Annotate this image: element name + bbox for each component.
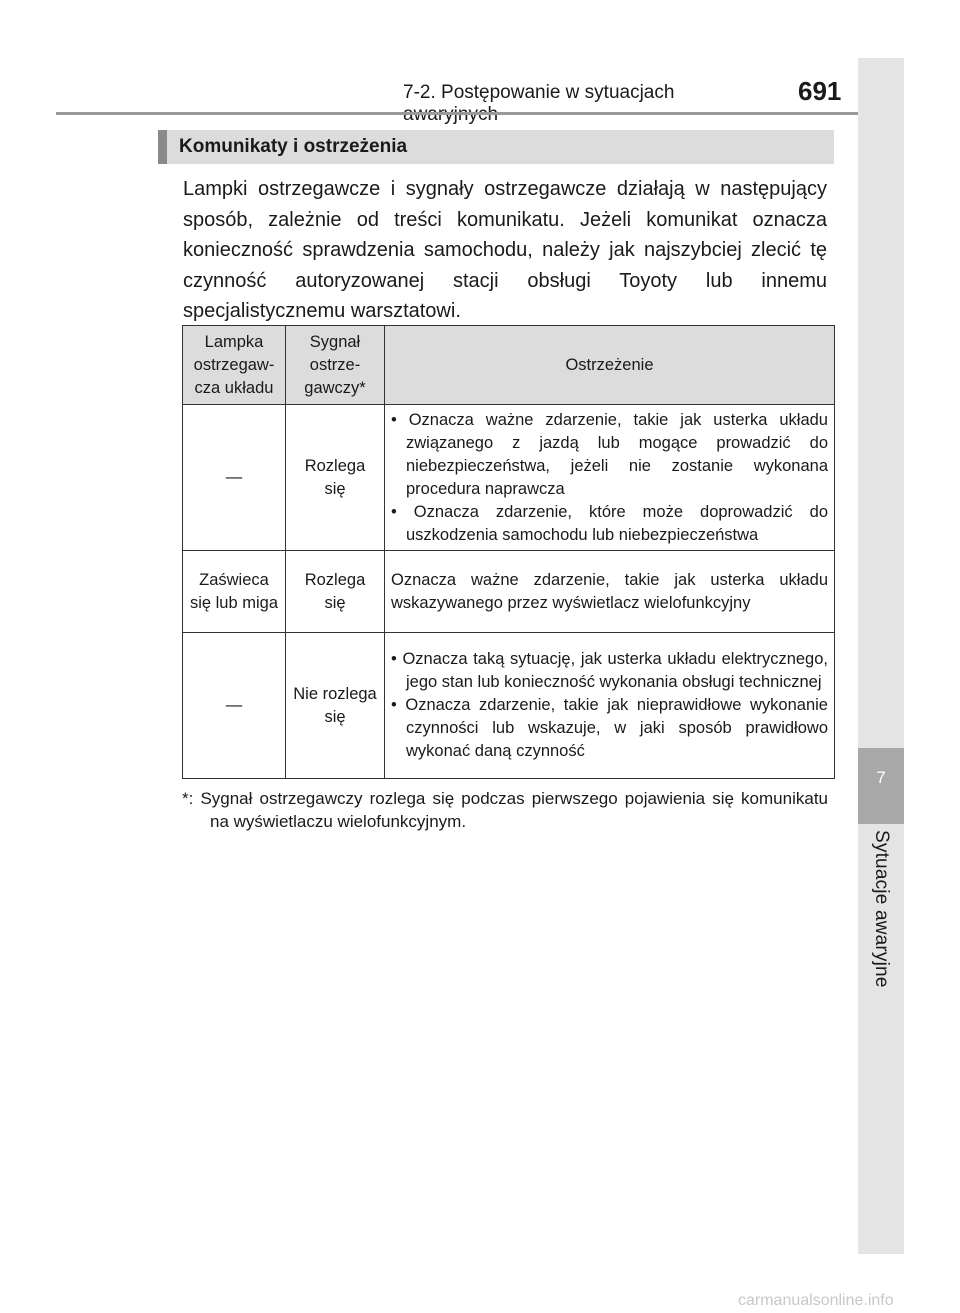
intro-paragraph: Lampki ostrzegawcze i sygnały ostrzegawcze działają w następujący sposób, zależnie od treści komunikatu. Jeżeli komunikat oznacza konieczność sprawdzenia samochodu, należy jak najszybciej zlecić tę czynność autoryzowanej stacji obsługi Toyoty lub innemu specjalistycznemu warsztatowi. xyxy=(183,178,827,322)
warning-cell: Oznacza ważne zdarzenie, takie jak usterka układu wskazywanego przez wyświetlacz wielofunkcyjny xyxy=(385,551,835,633)
warning-bullet: • Oznacza ważne zdarzenie, takie jak usterka układu związanego z jazdą lub mogące prowadzić do niebezpieczeństwa, jeżeli nie zostanie wykonana procedura naprawcza xyxy=(391,410,828,498)
signal-cell: Rozlega się xyxy=(286,551,385,633)
chapter-label: Sytuacje awaryjne xyxy=(871,830,892,988)
lamp-cell: Zaświeca się lub miga xyxy=(183,551,286,633)
header-warning: Ostrzeżenie xyxy=(385,326,835,405)
section-heading xyxy=(158,130,834,164)
warning-bullet: • Oznacza zdarzenie, takie jak nieprawidłowe wykonanie czynności lub wskazuje, w jaki sposób prawidłowo wykonać daną czynność xyxy=(391,696,828,760)
section-heading-text: Komunikaty i ostrzeżenia xyxy=(179,136,408,157)
running-header-title: 7-2. Postępowanie w sytuacjach xyxy=(403,82,675,103)
table-row xyxy=(183,405,835,551)
warning-table xyxy=(182,325,835,779)
watermark: carmanualsonline.info xyxy=(738,1292,894,1309)
warning-bullet: • Oznacza zdarzenie, które może doprowadzić do uszkodzenia samochodu lub niebezpieczeństwa xyxy=(391,502,828,544)
table-header-row xyxy=(183,326,835,405)
page-number: 691 xyxy=(798,76,842,106)
warning-cell xyxy=(385,633,835,779)
chapter-number: 7 xyxy=(876,768,886,787)
table-row xyxy=(183,633,835,779)
table-footnote: *: Sygnał ostrzegawczy rozlega się podczas pierwszego pojawienia się komunikatu na wyświetlaczu wielofunkcyjnym. xyxy=(182,789,828,831)
warning-bullet: • Oznacza taką sytuację, jak usterka układu elektrycznego, jego stan lub konieczność wykonania obsługi technicznej xyxy=(391,650,828,691)
table-row xyxy=(183,551,835,633)
header-signal: Sygnał ostrze- gawczy* xyxy=(286,326,385,405)
lamp-cell: — xyxy=(183,633,286,779)
header-rule xyxy=(56,112,904,115)
lamp-cell: — xyxy=(183,405,286,551)
chapter-side-strip xyxy=(858,58,904,1254)
warning-cell xyxy=(385,405,835,551)
signal-cell: Nie rozlega się xyxy=(286,633,385,779)
header-lamp: Lampka ostrzegaw- cza układu xyxy=(183,326,286,405)
signal-cell: Rozlega się xyxy=(286,405,385,551)
